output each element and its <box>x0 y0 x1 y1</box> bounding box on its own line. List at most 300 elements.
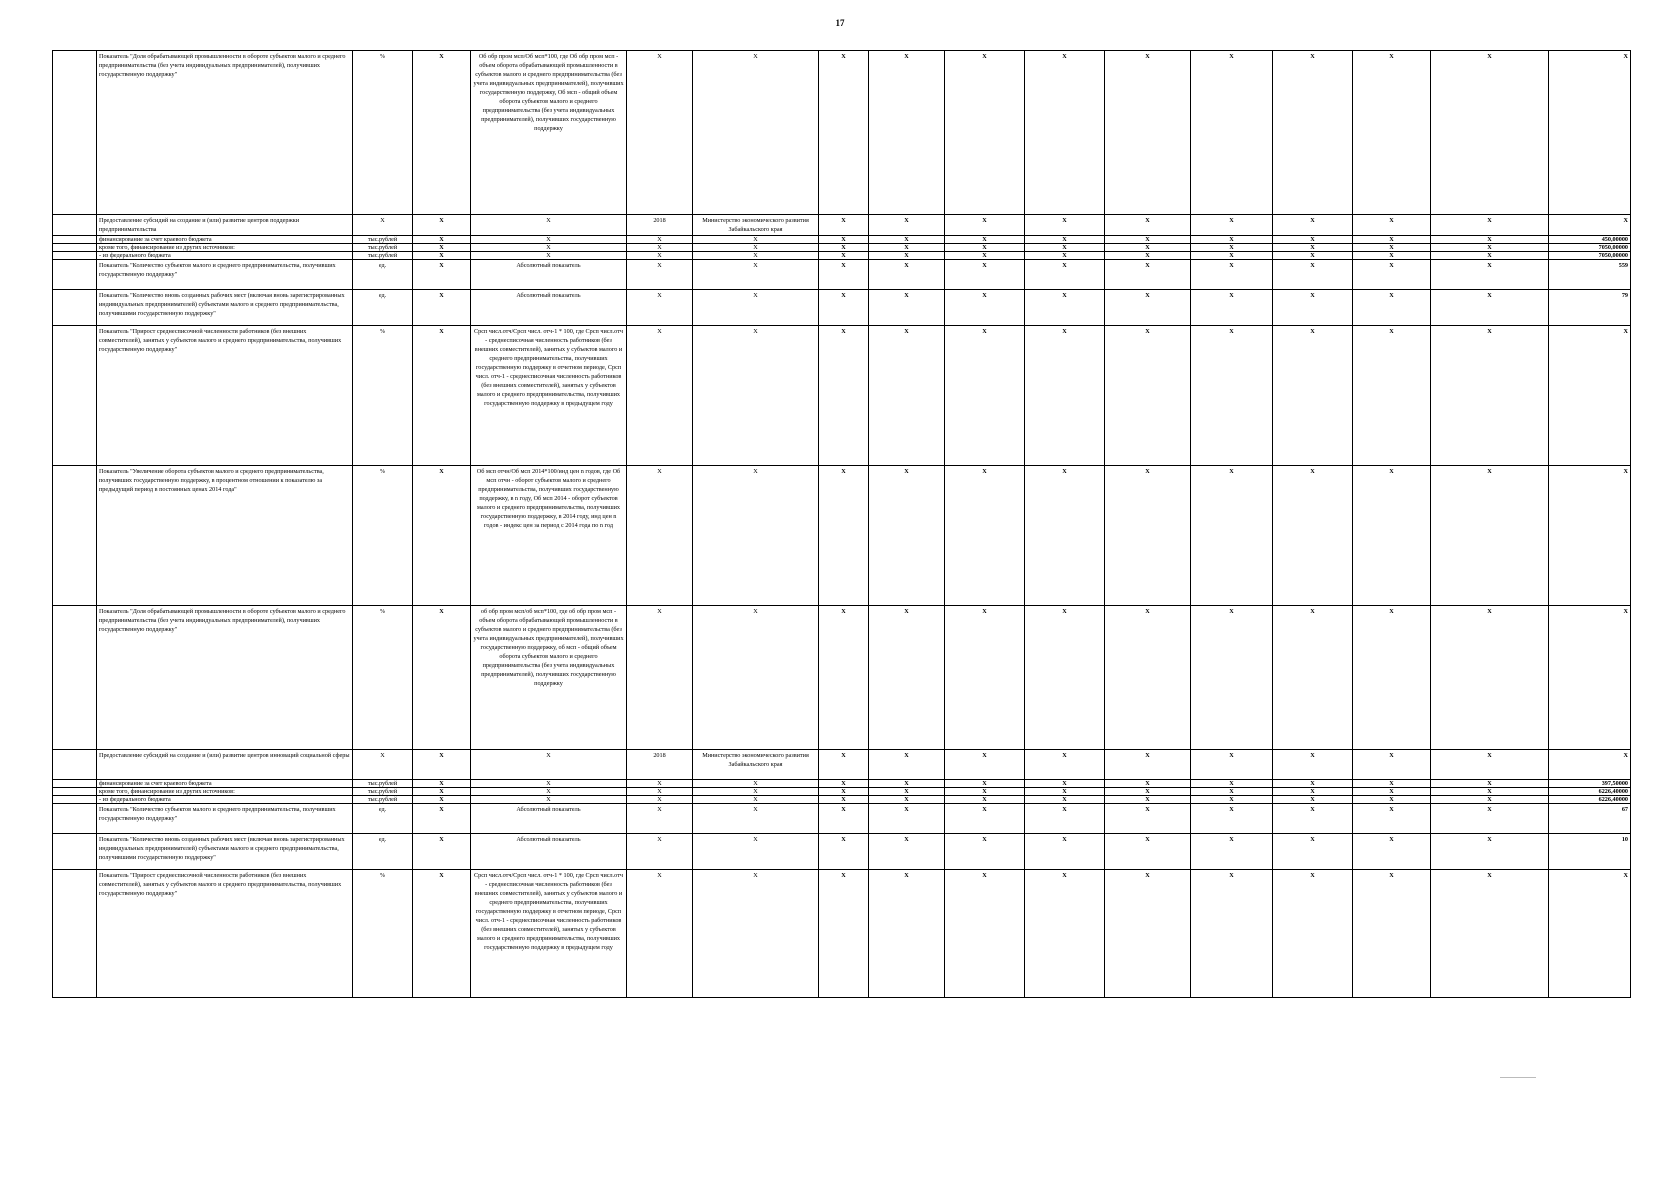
formula-cell: Абсолютный показатель <box>471 804 627 834</box>
period-value-cell: X <box>869 750 945 780</box>
period-value-cell: X <box>1191 236 1273 244</box>
period-value-cell: X <box>1191 215 1273 236</box>
x-cell: X <box>413 788 471 796</box>
period-value-cell: X <box>869 236 945 244</box>
period-value-cell: X <box>1025 606 1105 750</box>
formula-cell: X <box>471 780 627 788</box>
total-cell: 79 <box>1549 290 1631 326</box>
executor-cell: X <box>693 51 819 215</box>
period-value-cell: X <box>945 290 1025 326</box>
formula-cell: X <box>471 750 627 780</box>
table-row <box>53 796 1631 804</box>
period-value-cell: X <box>945 466 1025 606</box>
period-value-cell: X <box>869 780 945 788</box>
row-number-cell <box>53 780 97 788</box>
period-value-cell: X <box>819 834 869 870</box>
period-value-cell: X <box>1353 804 1431 834</box>
period-value-cell: X <box>1431 244 1549 252</box>
period-value-cell: X <box>1431 326 1549 466</box>
period-value-cell: X <box>1025 796 1105 804</box>
scan-mark <box>1500 1077 1536 1078</box>
row-name-cell: Показатель "Количество субъектов малого и среднего предпринимательства, получивших государственную поддержку" <box>97 260 353 290</box>
year-cell: X <box>627 326 693 466</box>
year-cell: X <box>627 260 693 290</box>
executor-cell: X <box>693 466 819 606</box>
period-value-cell: X <box>945 51 1025 215</box>
period-value-cell: X <box>1105 788 1191 796</box>
x-cell: X <box>413 750 471 780</box>
period-value-cell: X <box>819 215 869 236</box>
period-value-cell: X <box>869 788 945 796</box>
table-row <box>53 466 1631 606</box>
period-value-cell: X <box>1191 466 1273 606</box>
period-value-cell: X <box>1191 244 1273 252</box>
period-value-cell: X <box>819 466 869 606</box>
period-value-cell: X <box>1105 834 1191 870</box>
year-cell: 2018 <box>627 750 693 780</box>
total-cell: 10 <box>1549 834 1631 870</box>
unit-cell: тыс.рублей <box>353 236 413 244</box>
period-value-cell: X <box>819 260 869 290</box>
period-value-cell: X <box>1353 260 1431 290</box>
unit-cell: X <box>353 215 413 236</box>
row-name-cell: Показатель "Количество вновь созданных рабочих мест (включая вновь зарегистрированных индивидуальных предпринимателей) субъектами малого и среднего предпринимательства, получившими государственную поддержку" <box>97 834 353 870</box>
period-value-cell: X <box>1273 796 1353 804</box>
row-number-cell <box>53 215 97 236</box>
period-value-cell: X <box>1273 750 1353 780</box>
period-value-cell: X <box>1353 290 1431 326</box>
row-number-cell <box>53 834 97 870</box>
x-cell: X <box>413 215 471 236</box>
year-cell: X <box>627 466 693 606</box>
period-value-cell: X <box>1353 780 1431 788</box>
year-cell: X <box>627 796 693 804</box>
executor-cell: X <box>693 796 819 804</box>
formula-cell: Абсолютный показатель <box>471 290 627 326</box>
total-cell: 559 <box>1549 260 1631 290</box>
x-cell: X <box>413 834 471 870</box>
period-value-cell: X <box>819 326 869 466</box>
period-value-cell: X <box>869 466 945 606</box>
executor-cell: Министерство экономического развития Забайкальского края <box>693 215 819 236</box>
x-cell: X <box>413 260 471 290</box>
period-value-cell: X <box>1431 606 1549 750</box>
unit-cell: ед. <box>353 834 413 870</box>
row-number-cell <box>53 750 97 780</box>
row-number-cell <box>53 51 97 215</box>
row-number-cell <box>53 796 97 804</box>
table-row <box>53 290 1631 326</box>
period-value-cell: X <box>1273 804 1353 834</box>
period-value-cell: X <box>1273 834 1353 870</box>
total-cell: X <box>1549 606 1631 750</box>
row-name-cell: финансирование за счет краевого бюджета <box>97 780 353 788</box>
year-cell: X <box>627 804 693 834</box>
row-name-cell: Показатель "Увеличение оборота субъектов малого и среднего предпринимательства, получивших государственную поддержку, в процентном отношении к показателю за предыдущий период в постоянных ценах 2014 года" <box>97 466 353 606</box>
period-value-cell: X <box>1273 780 1353 788</box>
total-cell: 6226,40000 <box>1549 796 1631 804</box>
x-cell: X <box>413 326 471 466</box>
executor-cell: X <box>693 244 819 252</box>
period-value-cell: X <box>1025 326 1105 466</box>
period-value-cell: X <box>1105 260 1191 290</box>
program-measures-table <box>52 50 1631 998</box>
period-value-cell: X <box>819 804 869 834</box>
total-cell: X <box>1549 326 1631 466</box>
row-number-cell <box>53 870 97 998</box>
unit-cell: X <box>353 750 413 780</box>
period-value-cell: X <box>945 796 1025 804</box>
x-cell: X <box>413 466 471 606</box>
period-value-cell: X <box>1105 244 1191 252</box>
period-value-cell: X <box>1105 466 1191 606</box>
period-value-cell: X <box>1105 804 1191 834</box>
x-cell: X <box>413 606 471 750</box>
period-value-cell: X <box>945 750 1025 780</box>
unit-cell: % <box>353 51 413 215</box>
executor-cell: X <box>693 236 819 244</box>
x-cell: X <box>413 796 471 804</box>
period-value-cell: X <box>1431 260 1549 290</box>
table-row <box>53 780 1631 788</box>
year-cell: X <box>627 244 693 252</box>
period-value-cell: X <box>1273 51 1353 215</box>
period-value-cell: X <box>1191 606 1273 750</box>
period-value-cell: X <box>1273 215 1353 236</box>
year-cell: X <box>627 252 693 260</box>
year-cell: X <box>627 780 693 788</box>
period-value-cell: X <box>1191 780 1273 788</box>
period-value-cell: X <box>1273 788 1353 796</box>
period-value-cell: X <box>819 870 869 998</box>
period-value-cell: X <box>1431 51 1549 215</box>
period-value-cell: X <box>945 326 1025 466</box>
period-value-cell: X <box>945 870 1025 998</box>
period-value-cell: X <box>1105 796 1191 804</box>
period-value-cell: X <box>819 252 869 260</box>
table-row <box>53 750 1631 780</box>
row-name-cell: Предоставление субсидий на создание и (или) развитие центров поддержки предпринимательства <box>97 215 353 236</box>
period-value-cell: X <box>869 796 945 804</box>
formula-cell: Срсп числ.отч/Срсп числ. отч-1 * 100, где Срсп числ.отч - среднесписочная численность работников (без внешних совместителей), занятых у субъектов малого и среднего предпринимательства, получивших государственную поддержку в отчетном периоде, Срсп числ. отч-1 - среднесписочная численность работников (без внешних совместителей), занятых у субъектов малого и среднего предпринимательства, получивших государственную поддержку в предыдущем году <box>471 870 627 998</box>
executor-cell: X <box>693 780 819 788</box>
period-value-cell: X <box>1105 252 1191 260</box>
unit-cell: тыс.рублей <box>353 244 413 252</box>
table-row <box>53 215 1631 236</box>
row-number-cell <box>53 326 97 466</box>
period-value-cell: X <box>869 326 945 466</box>
executor-cell: X <box>693 804 819 834</box>
period-value-cell: X <box>945 244 1025 252</box>
x-cell: X <box>413 870 471 998</box>
formula-cell: Об обр пром мсп/Об мсп*100, где Об обр пром мсп - объем оборота обрабатывающей промышленности в субъектов малого и среднего предпринимательства (без учета индивидуальных предпринимателей), получивших государственную поддержку, Об мсп - общий объем оборота субъектов малого и среднего предпринимательства (без учета индивидуальных предпринимателей), получивших государственную поддержку <box>471 51 627 215</box>
period-value-cell: X <box>1105 215 1191 236</box>
period-value-cell: X <box>945 252 1025 260</box>
period-value-cell: X <box>1353 236 1431 244</box>
period-value-cell: X <box>819 290 869 326</box>
total-cell: 67 <box>1549 804 1631 834</box>
formula-cell: Абсолютный показатель <box>471 834 627 870</box>
row-name-cell: Показатель "Количество субъектов малого и среднего предпринимательства, получивших государственную поддержку" <box>97 804 353 834</box>
row-number-cell <box>53 236 97 244</box>
period-value-cell: X <box>1431 780 1549 788</box>
period-value-cell: X <box>1273 244 1353 252</box>
period-value-cell: X <box>1025 466 1105 606</box>
total-cell: X <box>1549 51 1631 215</box>
period-value-cell: X <box>1431 804 1549 834</box>
row-name-cell: Показатель "Доля обрабатывающей промышленности в обороте субъектов малого и среднего предпринимательства (без учета индивидуальных предпринимателей), получивших государственную поддержку" <box>97 51 353 215</box>
period-value-cell: X <box>1431 236 1549 244</box>
period-value-cell: X <box>1105 290 1191 326</box>
row-name-cell: - из федерального бюджета <box>97 252 353 260</box>
row-name-cell: - из федерального бюджета <box>97 796 353 804</box>
period-value-cell: X <box>1105 780 1191 788</box>
table-row <box>53 51 1631 215</box>
period-value-cell: X <box>1191 326 1273 466</box>
period-value-cell: X <box>869 606 945 750</box>
total-cell: X <box>1549 750 1631 780</box>
period-value-cell: X <box>1025 804 1105 834</box>
period-value-cell: X <box>1191 796 1273 804</box>
page-number: 17 <box>835 18 845 28</box>
period-value-cell: X <box>1025 244 1105 252</box>
period-value-cell: X <box>1191 260 1273 290</box>
formula-cell: об обр пром мсп/об мсп*100, где об обр пром мсп - объем оборота обрабатывающей промышленности в субъектов малого и среднего предпринимательства (без учета индивидуальных предпринимателей), получивших государственную поддержку, об мсп - общий объем оборота субъектов малого и среднего предпринимательства (без учета индивидуальных предпринимателей), получивших государственную поддержку <box>471 606 627 750</box>
table-row <box>53 252 1631 260</box>
unit-cell: тыс.рублей <box>353 252 413 260</box>
unit-cell: ед. <box>353 290 413 326</box>
row-name-cell: Предоставление субсидий на создание и (или) развитие центров инноваций социальной сферы <box>97 750 353 780</box>
formula-cell: Срсп числ.отч/Срсп числ. отч-1 * 100, где Срсп числ.отч - среднесписочная численность работников (без внешних совместителей), занятых у субъектов малого и среднего предпринимательства, получивших государственную поддержку в отчетном периоде, Срсп числ. отч-1 - среднесписочная численность работников (без внешних совместителей), занятых у субъектов малого и среднего предпринимательства, получивших государственную поддержку в предыдущем году <box>471 326 627 466</box>
period-value-cell: X <box>869 870 945 998</box>
row-number-cell <box>53 260 97 290</box>
period-value-cell: X <box>1353 215 1431 236</box>
year-cell: X <box>627 834 693 870</box>
unit-cell: тыс.рублей <box>353 788 413 796</box>
period-value-cell: X <box>1025 260 1105 290</box>
row-name-cell: Показатель "Доля обрабатывающей промышленности в обороте субъектов малого и среднего предпринимательства (без учета индивидуальных предпринимателей), получивших государственную поддержку" <box>97 606 353 750</box>
formula-cell: X <box>471 215 627 236</box>
period-value-cell: X <box>1353 244 1431 252</box>
unit-cell: ед. <box>353 260 413 290</box>
period-value-cell: X <box>1025 870 1105 998</box>
period-value-cell: X <box>1353 750 1431 780</box>
period-value-cell: X <box>1431 796 1549 804</box>
period-value-cell: X <box>1273 252 1353 260</box>
period-value-cell: X <box>1273 326 1353 466</box>
total-cell: 7050,00000 <box>1549 252 1631 260</box>
period-value-cell: X <box>1273 606 1353 750</box>
period-value-cell: X <box>819 244 869 252</box>
period-value-cell: X <box>1273 260 1353 290</box>
table-row <box>53 260 1631 290</box>
executor-cell: X <box>693 870 819 998</box>
period-value-cell: X <box>819 796 869 804</box>
table-row <box>53 788 1631 796</box>
period-value-cell: X <box>1431 788 1549 796</box>
period-value-cell: X <box>1353 326 1431 466</box>
period-value-cell: X <box>945 260 1025 290</box>
x-cell: X <box>413 244 471 252</box>
formula-cell: X <box>471 244 627 252</box>
period-value-cell: X <box>1025 750 1105 780</box>
row-name-cell: Показатель "Прирост среднесписочной численности работников (без внешних совместителей), занятых у субъектов малого и среднего предпринимательства, получивших государственную поддержку" <box>97 326 353 466</box>
total-cell: 7050,00000 <box>1549 244 1631 252</box>
table-row <box>53 834 1631 870</box>
period-value-cell: X <box>869 804 945 834</box>
period-value-cell: X <box>819 780 869 788</box>
unit-cell: ед. <box>353 804 413 834</box>
total-cell: 450,00000 <box>1549 236 1631 244</box>
year-cell: 2018 <box>627 215 693 236</box>
period-value-cell: X <box>1353 51 1431 215</box>
formula-cell: Абсолютный показатель <box>471 260 627 290</box>
total-cell: 6226,40000 <box>1549 788 1631 796</box>
x-cell: X <box>413 252 471 260</box>
row-name-cell: кроме того, финансирование из других источников: <box>97 244 353 252</box>
period-value-cell: X <box>1431 834 1549 870</box>
period-value-cell: X <box>1105 870 1191 998</box>
period-value-cell: X <box>1025 788 1105 796</box>
period-value-cell: X <box>1353 870 1431 998</box>
period-value-cell: X <box>869 260 945 290</box>
row-number-cell <box>53 244 97 252</box>
period-value-cell: X <box>1025 290 1105 326</box>
year-cell: X <box>627 788 693 796</box>
row-number-cell <box>53 804 97 834</box>
period-value-cell: X <box>945 780 1025 788</box>
unit-cell: тыс.рублей <box>353 780 413 788</box>
table-row <box>53 804 1631 834</box>
row-number-cell <box>53 606 97 750</box>
period-value-cell: X <box>1025 780 1105 788</box>
period-value-cell: X <box>945 834 1025 870</box>
total-cell: X <box>1549 215 1631 236</box>
period-value-cell: X <box>869 244 945 252</box>
total-cell: 397,50000 <box>1549 780 1631 788</box>
row-number-cell <box>53 252 97 260</box>
period-value-cell: X <box>1105 606 1191 750</box>
period-value-cell: X <box>1191 252 1273 260</box>
period-value-cell: X <box>1191 788 1273 796</box>
period-value-cell: X <box>945 215 1025 236</box>
period-value-cell: X <box>819 606 869 750</box>
period-value-cell: X <box>1191 870 1273 998</box>
period-value-cell: X <box>819 750 869 780</box>
period-value-cell: X <box>819 788 869 796</box>
unit-cell: тыс.рублей <box>353 796 413 804</box>
period-value-cell: X <box>1273 236 1353 244</box>
period-value-cell: X <box>1431 252 1549 260</box>
x-cell: X <box>413 236 471 244</box>
row-name-cell: кроме того, финансирование из других источников: <box>97 788 353 796</box>
period-value-cell: X <box>1431 215 1549 236</box>
unit-cell: % <box>353 326 413 466</box>
executor-cell: X <box>693 606 819 750</box>
unit-cell: % <box>353 466 413 606</box>
period-value-cell: X <box>945 606 1025 750</box>
period-value-cell: X <box>1025 215 1105 236</box>
formula-cell: X <box>471 252 627 260</box>
period-value-cell: X <box>1105 236 1191 244</box>
year-cell: X <box>627 290 693 326</box>
period-value-cell: X <box>1025 236 1105 244</box>
table-row <box>53 870 1631 998</box>
period-value-cell: X <box>1353 834 1431 870</box>
period-value-cell: X <box>869 290 945 326</box>
period-value-cell: X <box>1431 750 1549 780</box>
x-cell: X <box>413 780 471 788</box>
executor-cell: X <box>693 252 819 260</box>
period-value-cell: X <box>869 834 945 870</box>
period-value-cell: X <box>1273 870 1353 998</box>
period-value-cell: X <box>1431 870 1549 998</box>
row-name-cell: Показатель "Количество вновь созданных рабочих мест (включая вновь зарегистрированных индивидуальных предпринимателей) субъектами малого и среднего предпринимательства, получившими государственную поддержку" <box>97 290 353 326</box>
executor-cell: X <box>693 290 819 326</box>
unit-cell: % <box>353 606 413 750</box>
period-value-cell: X <box>1191 834 1273 870</box>
executor-cell: X <box>693 326 819 466</box>
row-name-cell: Показатель "Прирост среднесписочной численности работников (без внешних совместителей), занятых у субъектов малого и среднего предпринимательства, получивших государственную поддержку" <box>97 870 353 998</box>
x-cell: X <box>413 290 471 326</box>
period-value-cell: X <box>1191 750 1273 780</box>
table-row <box>53 244 1631 252</box>
period-value-cell: X <box>869 51 945 215</box>
executor-cell: X <box>693 260 819 290</box>
period-value-cell: X <box>1105 326 1191 466</box>
year-cell: X <box>627 51 693 215</box>
period-value-cell: X <box>1273 466 1353 606</box>
year-cell: X <box>627 236 693 244</box>
period-value-cell: X <box>945 236 1025 244</box>
period-value-cell: X <box>869 215 945 236</box>
executor-cell: X <box>693 834 819 870</box>
period-value-cell: X <box>869 252 945 260</box>
year-cell: X <box>627 606 693 750</box>
period-value-cell: X <box>1353 466 1431 606</box>
period-value-cell: X <box>1025 252 1105 260</box>
x-cell: X <box>413 51 471 215</box>
period-value-cell: X <box>1353 606 1431 750</box>
formula-cell: X <box>471 796 627 804</box>
formula-cell: X <box>471 788 627 796</box>
period-value-cell: X <box>1353 788 1431 796</box>
period-value-cell: X <box>1353 252 1431 260</box>
period-value-cell: X <box>1353 796 1431 804</box>
period-value-cell: X <box>945 788 1025 796</box>
table-body <box>53 51 1631 998</box>
total-cell: X <box>1549 870 1631 998</box>
year-cell: X <box>627 870 693 998</box>
period-value-cell: X <box>1431 290 1549 326</box>
unit-cell: % <box>353 870 413 998</box>
table-row <box>53 606 1631 750</box>
x-cell: X <box>413 804 471 834</box>
row-name-cell: финансирование за счет краевого бюджета <box>97 236 353 244</box>
formula-cell: X <box>471 236 627 244</box>
period-value-cell: X <box>819 51 869 215</box>
total-cell: X <box>1549 466 1631 606</box>
period-value-cell: X <box>1105 51 1191 215</box>
formula-cell: Об мсп отчн/Об мсп 2014*100/инд цен n годов, где Об мсп отчн - оборот субъектов малого и среднего предпринимательства, получивших государственную поддержку, в n году, Об мсп 2014 - оборот субъектов малого и среднего предпринимательства, получивших государственную поддержку, в 2014 году, инд цен n годов - индекс цен за период с 2014 года по n год <box>471 466 627 606</box>
period-value-cell: X <box>1191 51 1273 215</box>
row-number-cell <box>53 290 97 326</box>
period-value-cell: X <box>1431 466 1549 606</box>
table-row <box>53 236 1631 244</box>
period-value-cell: X <box>1273 290 1353 326</box>
period-value-cell: X <box>1105 750 1191 780</box>
row-number-cell <box>53 466 97 606</box>
